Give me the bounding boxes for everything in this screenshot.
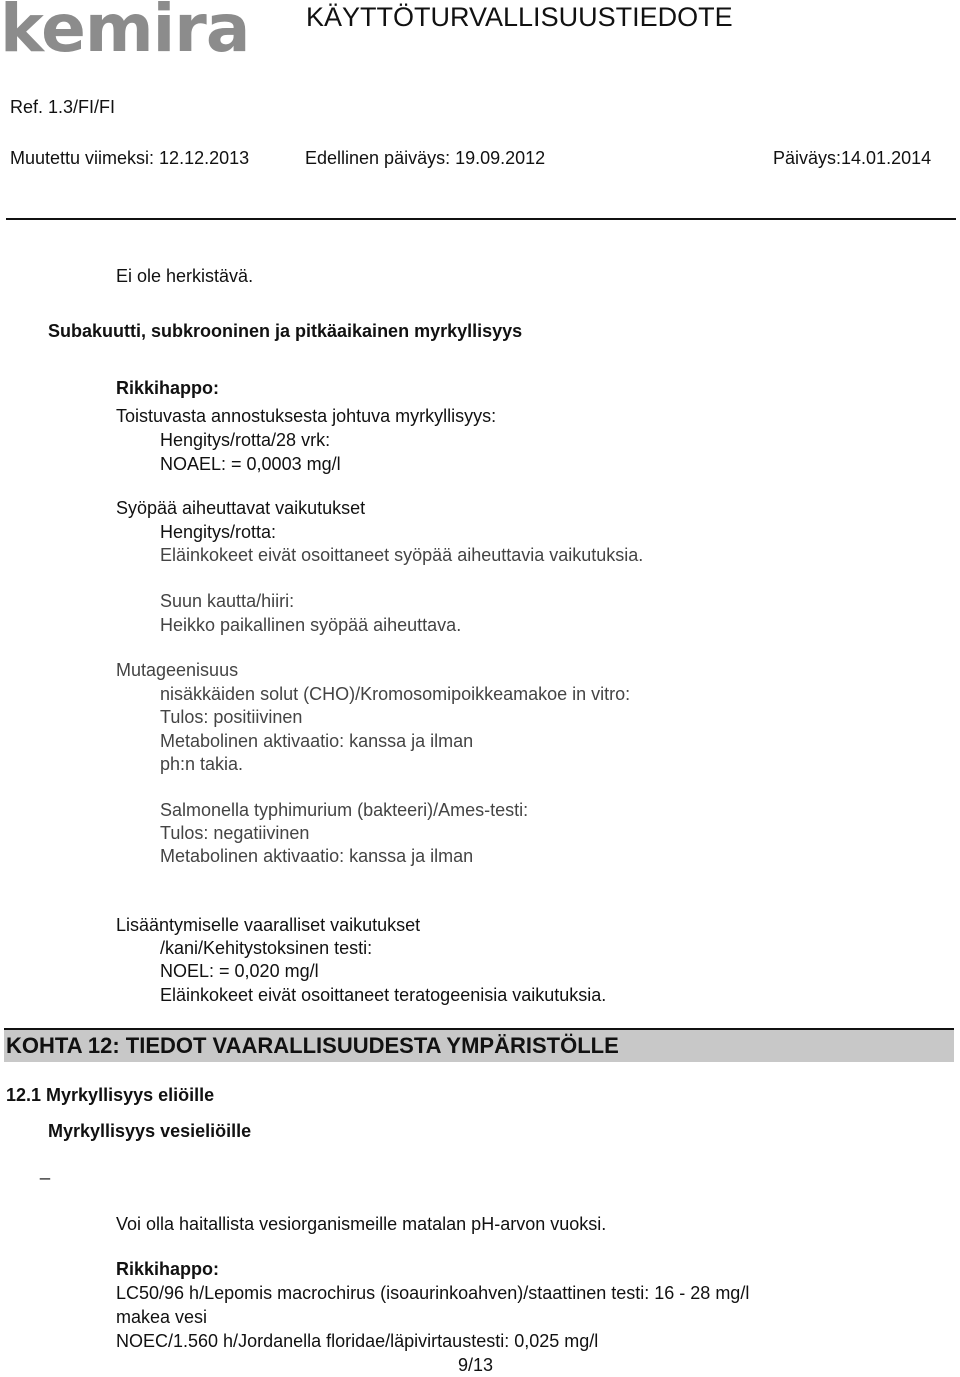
noec-text: NOEC/1.560 h/Jordanella floridae/läpivirtaustesti: 0,025 mg/l bbox=[116, 1331, 599, 1351]
inhalation-rat-text: Hengitys/rotta: bbox=[160, 522, 277, 542]
metabolic-activation-1: Metabolinen aktivaatio: kanssa ja ilman bbox=[160, 731, 474, 751]
result-negative-text: Tulos: negatiivinen bbox=[160, 823, 310, 843]
substance-label-2: Rikkihappo: bbox=[116, 1259, 220, 1279]
no-terato-text: Eläinkokeet eivät osoittaneet teratogeenisia vaikutuksia. bbox=[160, 985, 607, 1005]
repeat-dose-text: Toistuvasta annostuksesta johtuva myrkyllisyys: bbox=[116, 406, 497, 426]
noael-value: NOAEL: = 0,0003 mg/l bbox=[160, 454, 341, 474]
weak-local-text: Heikko paikallinen syöpää aiheuttava. bbox=[160, 615, 462, 635]
issue-date: Päiväys:14.01.2014 bbox=[773, 148, 932, 168]
dash-marker: _ bbox=[40, 1160, 51, 1180]
substance-label-1: Rikkihappo: bbox=[116, 378, 220, 398]
section-12-title: KOHTA 12: TIEDOT VAARALLISUUDESTA YMPÄRISTÖLLE bbox=[6, 1033, 619, 1058]
inhalation-rat-28-text: Hengitys/rotta/28 vrk: bbox=[160, 430, 331, 450]
result-positive-text: Tulos: positiivinen bbox=[160, 707, 303, 727]
subsection-12-1-heading: 12.1 Myrkyllisyys eliöille bbox=[6, 1085, 215, 1105]
noel-value: NOEL: = 0,020 mg/l bbox=[160, 961, 319, 981]
fresh-water-text: makea vesi bbox=[116, 1307, 208, 1327]
salmonella-text: Salmonella typhimurium (bakteeri)/Ames-testi: bbox=[160, 800, 529, 820]
modified-date: Muutettu viimeksi: 12.12.2013 bbox=[10, 148, 250, 168]
animal-no-cancer-text: Eläinkokeet eivät osoittaneet syöpää aiheuttavia vaikutuksia. bbox=[160, 545, 644, 565]
rabbit-dev-text: /kani/Kehitystoksinen testi: bbox=[160, 938, 373, 958]
mutagenicity-heading: Mutageenisuus bbox=[116, 660, 239, 680]
low-ph-text: Voi olla haitallista vesiorganismeille matalan pH-arvon vuoksi. bbox=[116, 1214, 607, 1234]
metabolic-activation-2: Metabolinen aktivaatio: kanssa ja ilman bbox=[160, 846, 474, 866]
page-number: 9/13 bbox=[458, 1355, 494, 1375]
ph-due-text: ph:n takia. bbox=[160, 754, 244, 774]
aquatic-toxicity-heading: Myrkyllisyys vesieliöille bbox=[48, 1121, 252, 1141]
previous-date: Edellinen päiväys: 19.09.2012 bbox=[305, 148, 546, 168]
kemira-logo: kemira bbox=[0, 0, 250, 67]
not-sensitizing-text: Ei ole herkistävä. bbox=[116, 266, 254, 286]
reference-number: Ref. 1.3/FI/FI bbox=[10, 97, 116, 117]
reproductive-heading: Lisääntymiselle vaaralliset vaikutukset bbox=[116, 915, 421, 935]
lc50-text: LC50/96 h/Lepomis macrochirus (isoaurinkoahven)/staattinen testi: 16 - 28 mg/l bbox=[116, 1283, 750, 1303]
oral-mouse-text: Suun kautta/hiiri: bbox=[160, 591, 295, 611]
mammal-cells-text: nisäkkäiden solut (CHO)/Kromosomipoikkeamakoe in vitro: bbox=[160, 684, 631, 704]
header-divider bbox=[6, 218, 956, 220]
document-title: KÄYTTÖTURVALLISUUSTIEDOTE bbox=[306, 2, 733, 32]
subacute-heading: Subakuutti, subkrooninen ja pitkäaikainen myrkyllisyys bbox=[48, 321, 523, 341]
carcinogenic-heading: Syöpää aiheuttavat vaikutukset bbox=[116, 498, 366, 518]
